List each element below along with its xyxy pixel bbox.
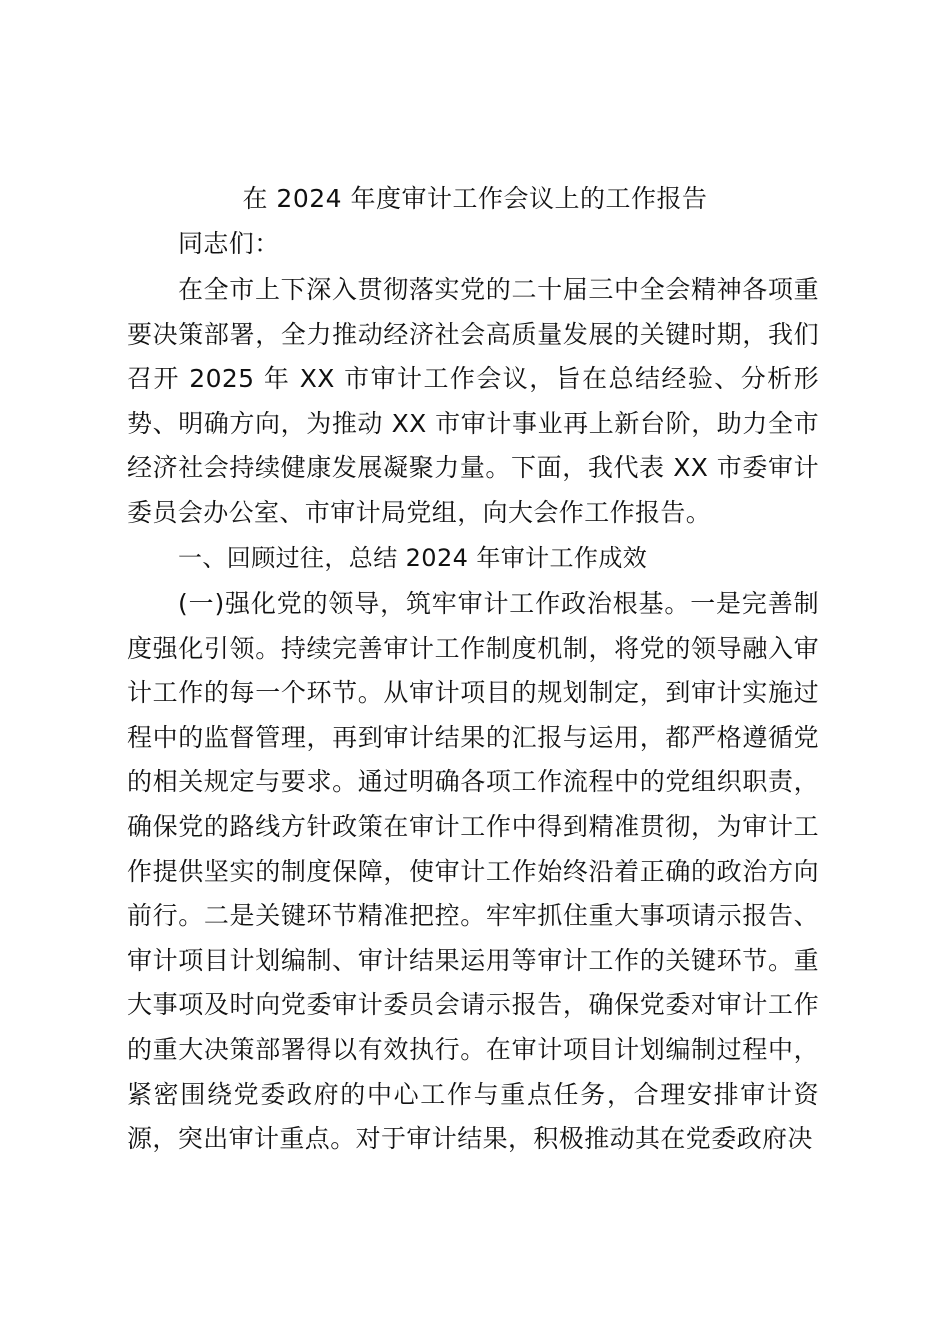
paragraph-section-1: (一)强化党的领导，筑牢审计工作政治根基。一是完善制度强化引领。持续完善审计工作制度机制，将党的领导融入审计工作的每一个环节。从审计项目的规划制定，到审计实施过程中的监督管理，再到审计结果的汇报与运用，都严格遵循党的相关规定与要求。通过明确各项工作流程中的党组织职责，确保党的路线方针政策在审计工作中得到精准贯彻，为审计工作提供坚实的制度保障，使审计工作始终沿着正确的政治方向前行。二是关键环节精准把控。牢牢抓住重大事项请示报告、审计项目计划编制、审计结果运用等审计工作的关键环节。重大事项及时向党委审计委员会请示报告，确保党委对审计工作的重大决策部署得以有效执行。在审计项目计划编制过程中，紧密围绕党委政府的中心工作与重点任务，合理安排审计资源，突出审计重点。对于审计结果，积极推动其在党委政府决 — [127, 589, 819, 1154]
document-title: 在 2024 年度审计工作会议上的工作报告 — [242, 184, 708, 213]
greeting: 同志们： — [178, 229, 280, 258]
paragraph-intro: 在全市上下深入贯彻落实党的二十届三中全会精神各项重要决策部署，全力推动经济社会高质量发展的关键时期，我们召开 2025 年 XX 市审计工作会议，旨在总结经验、分析形势、明确方向，为推动 XX 市审计事业再上新台阶，助力全市经济社会持续健康发展凝聚力量。下面，我代表 XX 市委审计委员会办公室、市审计局党组，向大会作工作报告。 — [127, 275, 819, 527]
section-heading: 一、回顾过往，总结 2024 年审计工作成效 — [178, 544, 648, 572]
